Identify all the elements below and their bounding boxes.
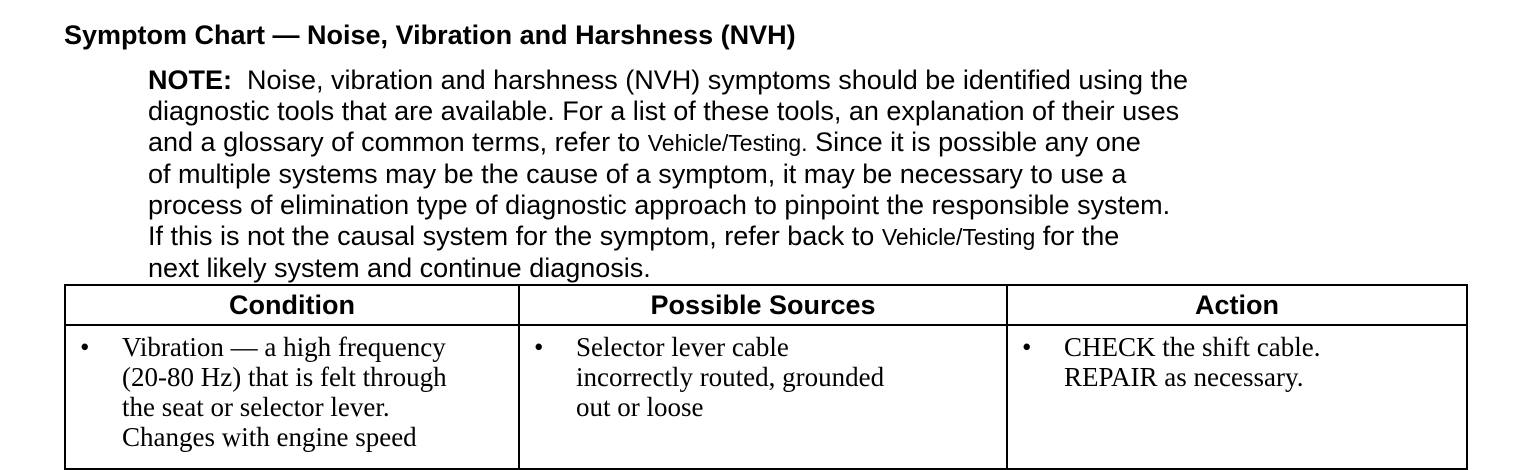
condition-cell	[65, 325, 519, 469]
vehicle-testing-reference[interactable]: Vehicle/Testing	[881, 224, 1036, 250]
vehicle-testing-reference[interactable]: Vehicle/Testing.	[647, 130, 808, 156]
table-row	[65, 325, 1467, 469]
column-header-possible-sources: Possible Sources	[519, 285, 1007, 325]
note-text: for the	[1042, 221, 1120, 251]
column-header-action: Action	[1007, 285, 1467, 325]
condition-text	[122, 332, 447, 452]
action-line: CHECK the shift cable.	[1064, 332, 1321, 362]
source-line: incorrectly routed, grounded	[576, 362, 885, 392]
note-line	[148, 221, 1388, 253]
source-text	[576, 332, 884, 422]
action-cell	[1007, 325, 1467, 469]
source-line: out or loose	[576, 392, 704, 422]
action-line: REPAIR as necessary.	[1064, 362, 1304, 392]
condition-line: Vibration — a high frequency	[122, 332, 446, 362]
source-line: Selector lever cable	[576, 332, 789, 362]
note-line	[148, 127, 1388, 159]
note-paragraph	[148, 65, 1388, 284]
action-text	[1064, 332, 1320, 392]
note-text: Noise, vibration and harshness (NVH) symptoms should be identified using the	[247, 65, 1188, 95]
column-header-condition: Condition	[65, 285, 519, 325]
page-title: Symptom Chart — Noise, Vibration and Harshness (NVH)	[64, 20, 796, 50]
bullet-icon: •	[80, 332, 90, 362]
note-line: process of elimination type of diagnostic approach to pinpoint the responsible system.	[148, 190, 1171, 220]
action-item	[1022, 332, 1456, 392]
symptom-table	[64, 284, 1468, 470]
note-text: If this is not the causal system for the symptom, refer back to	[148, 221, 875, 251]
note-text: Since it is possible any one	[815, 127, 1141, 157]
note-line: diagnostic tools that are available. For a list of these tools, an explanation of their uses	[148, 96, 1180, 126]
possible-sources-cell	[519, 325, 1007, 469]
condition-item	[80, 332, 508, 452]
condition-line: (20-80 Hz) that is felt through	[122, 362, 447, 392]
bullet-icon: •	[1022, 332, 1032, 362]
condition-line: Changes with engine speed	[122, 422, 417, 452]
note-label: NOTE:	[148, 65, 232, 95]
bullet-icon: •	[534, 332, 544, 362]
note-line: of multiple systems may be the cause of a symptom, it may be necessary to use a	[148, 159, 1127, 189]
source-item	[534, 332, 996, 422]
table-header-row	[65, 285, 1467, 325]
note-text: and a glossary of common terms, refer to	[148, 127, 641, 157]
note-line	[148, 65, 1388, 96]
condition-line: the seat or selector lever.	[122, 392, 390, 422]
note-line: next likely system and continue diagnosis.	[148, 253, 651, 283]
